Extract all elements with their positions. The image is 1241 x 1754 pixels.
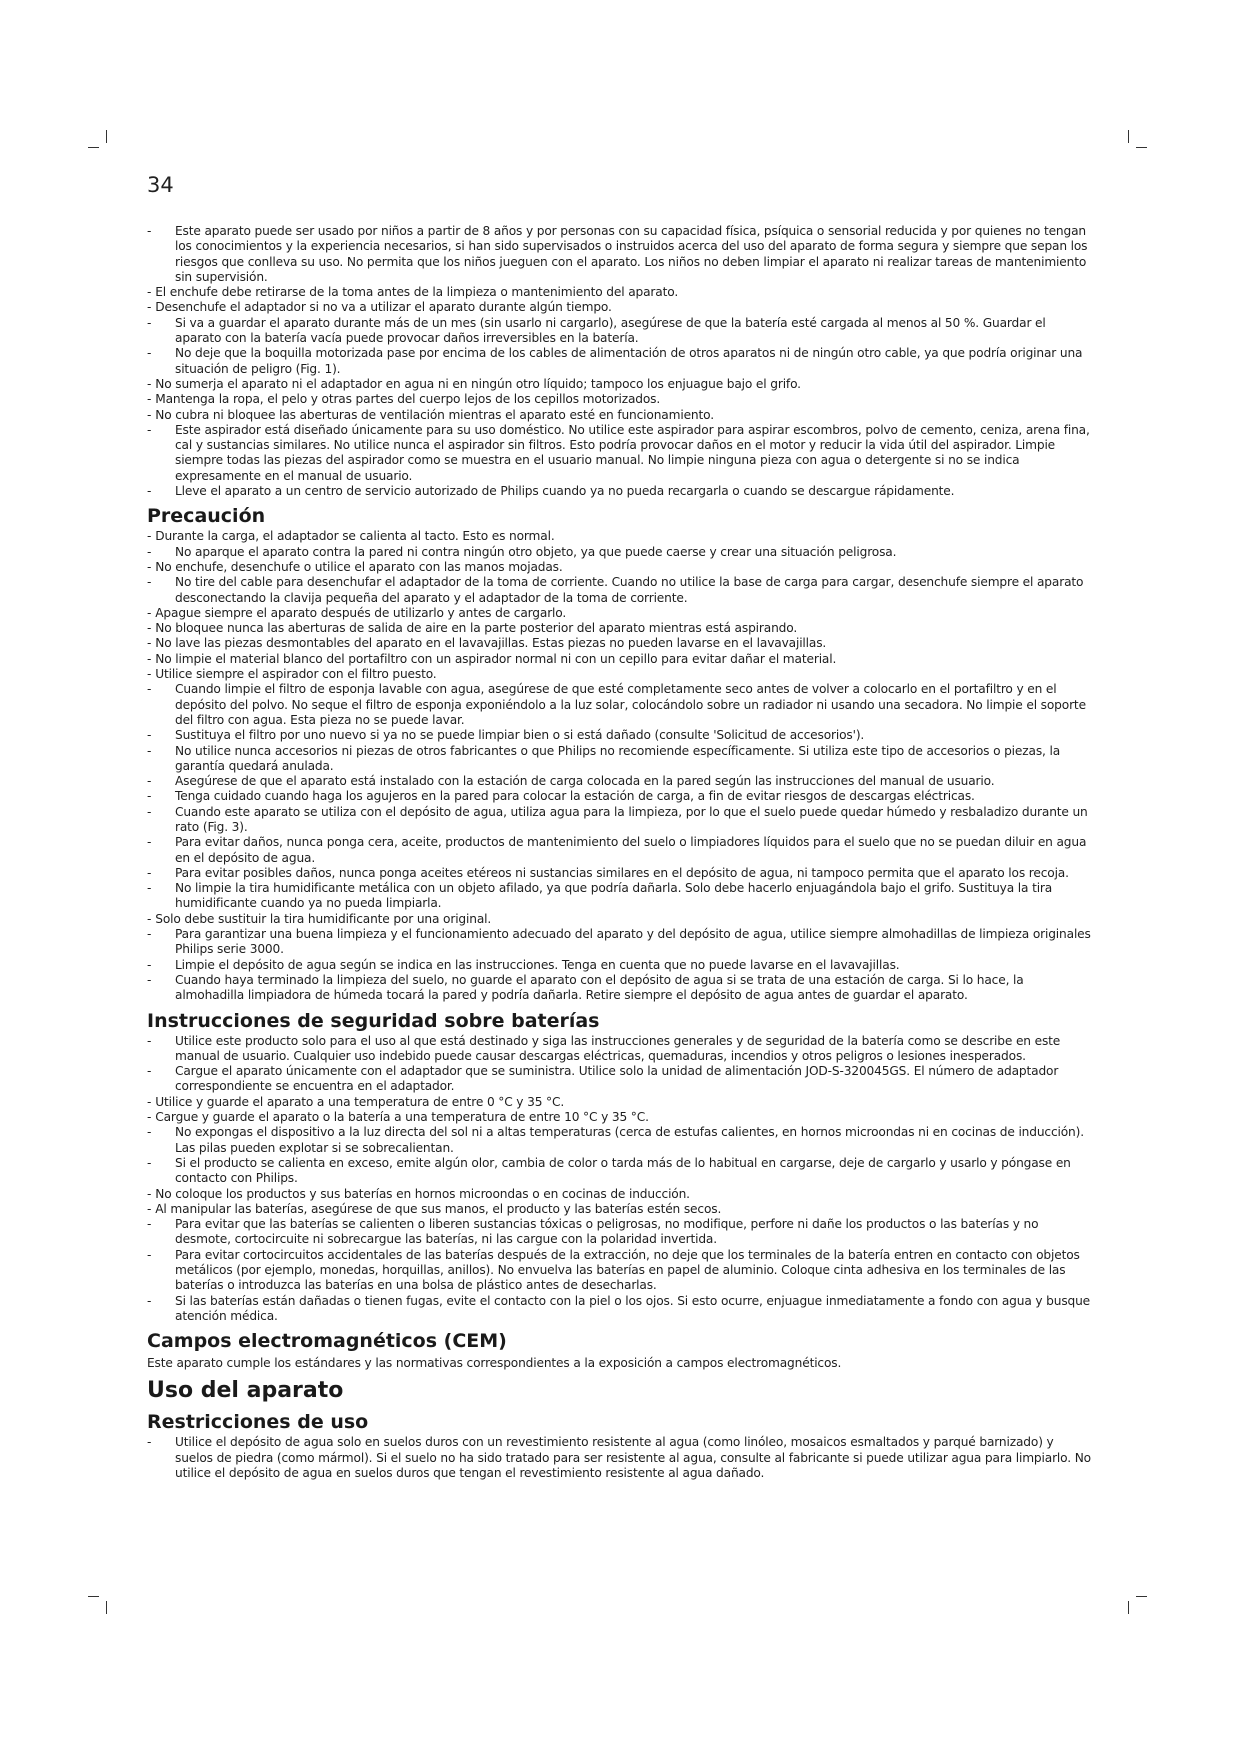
dash-bullet: - (147, 957, 152, 972)
crop-mark-bottom-right-h (1136, 1596, 1147, 1597)
list-item (147, 744, 1092, 775)
list-item (147, 606, 1092, 621)
battery-safety-list (147, 1034, 1092, 1325)
dash-bullet: - (147, 881, 152, 896)
list-item (147, 789, 1092, 804)
list-item-text: Este aspirador está diseñado únicamente para su uso doméstico. No utilice este aspirador para aspirar escombros, polvo de cemento, ceniza, arena fina, cal y sustancias similares. No utilice nunca el aspirador sin filtros. Esto podría provocar daños en el motor y reducir la vida útil del aspirador. Limpie siempre todas las piezas del aspirador como se muestra en el usuario manual. No limpie ninguna pieza con agua o detergente si no se indica expresamente en el manual de usuario. (175, 422, 1090, 483)
list-item (147, 866, 1092, 881)
list-item (147, 1435, 1092, 1481)
list-item-text: Mantenga la ropa, el pelo y otras partes del cuerpo lejos de los cepillos motorizados. (155, 392, 661, 407)
dash-bullet: - (147, 865, 152, 880)
list-item (147, 805, 1092, 836)
dash-bullet: - (147, 300, 152, 315)
dash-bullet: - (147, 728, 152, 743)
list-item (147, 346, 1092, 377)
dash-bullet: - (147, 224, 152, 238)
list-item (147, 224, 1092, 285)
list-item-text: No sumerja el aparato ni el adaptador en agua ni en ningún otro líquido; tampoco los enjuague bajo el grifo. (155, 376, 801, 391)
dash-bullet: - (147, 1293, 152, 1308)
list-item (147, 621, 1092, 636)
crop-mark-bottom-left-h (88, 1596, 99, 1597)
dash-bullet: - (147, 1094, 152, 1109)
dash-bullet: - (147, 972, 152, 987)
list-item (147, 652, 1092, 667)
list-item-text: No limpie la tira humidificante metálica con un objeto afilado, ya que podría dañarla. Solo debe hacerlo enjuagándola bajo el grifo. Sustituya la tira humidificante cuando ya no pueda limpiarla. (175, 881, 1053, 911)
usage-heading: Uso del aparato (147, 1378, 344, 1404)
list-item (147, 300, 1092, 315)
list-item-text: Limpie el depósito de agua según se indica en las instrucciones. Tenga en cuenta que no puede lavarse en el lavavajillas. (175, 957, 900, 972)
list-item (147, 392, 1092, 407)
list-item (147, 881, 1092, 912)
list-item (147, 1294, 1092, 1325)
list-item (147, 973, 1092, 1004)
list-item (147, 927, 1092, 958)
list-item-text: Al manipular las baterías, asegúrese de que sus manos, el producto y las baterías estén secos. (155, 1201, 722, 1216)
list-item-text: No utilice nunca accesorios ni piezas de otros fabricantes o que Philips no recomiende específicamente. Si utiliza este tipo de accesorios o piezas, la garantía quedará anulada. (175, 743, 1061, 773)
list-item-text: Cuando haya terminado la limpieza del suelo, no guarde el aparato con el depósito de agua si se trata de una estación de carga. Si lo hace, la almohadilla limpiadora de húmeda tocará la pared y podría dañarla. Retire siempre el depósito de agua antes de guardar el aparato. (175, 972, 1024, 1003)
list-item-text: Cargue y guarde el aparato o la batería a una temperatura de entre 10 °C y 35 °C. (155, 1110, 649, 1125)
list-item-text: Tenga cuidado cuando haga los agujeros en la pared para colocar la estación de carga, a fin de evitar riesgos de descargas eléctricas. (175, 789, 975, 804)
list-item (147, 484, 1092, 499)
list-item-text: No aparque el aparato contra la pared ni contra ningún otro objeto, ya que puede caerse y crear una situación peligrosa. (175, 544, 897, 559)
list-item-text: El enchufe debe retirarse de la toma antes de la limpieza o mantenimiento del aparato. (155, 285, 679, 300)
list-item (147, 1064, 1092, 1095)
list-item-text: Si las baterías están dañadas o tienen fugas, evite el contacto con la piel o los ojos. Si esto ocurre, enjuague inmediatamente a fondo con agua y busque atención médica. (175, 1293, 1091, 1323)
dash-bullet: - (147, 407, 152, 422)
usage-restrictions-heading: Restricciones de uso (147, 1411, 369, 1434)
dash-bullet: - (147, 1435, 152, 1450)
list-item (147, 575, 1092, 606)
list-item-text: No expongas el dispositivo a la luz directa del sol ni a altas temperaturas (cerca de estufas calientes, en hornos microondas ni en cocinas de inducción). Las pilas pueden explotar si se sobrecalientan. (175, 1125, 1084, 1155)
dash-bullet: - (147, 1155, 152, 1170)
list-item (147, 912, 1092, 927)
precaution-list (147, 529, 1092, 1003)
crop-mark-bottom-right-v (1128, 1601, 1129, 1614)
list-item (147, 1187, 1092, 1202)
list-item (147, 377, 1092, 392)
dash-bullet: - (147, 1247, 152, 1262)
safety-list (147, 224, 1092, 499)
list-item-text: Para evitar que las baterías se calienten o liberen sustancias tóxicas o peligrosas, no modifique, perfore ni dañe los productos o las baterías y no desmote, cortocircuite ni sobrecargue las baterías, ni las cargue con la polaridad invertida. (175, 1217, 1039, 1247)
list-item-text: Solo debe sustituir la tira humidificante por una original. (155, 911, 492, 926)
dash-bullet: - (147, 774, 152, 789)
list-item (147, 667, 1092, 682)
list-item-text: No tire del cable para desenchufar el adaptador de la toma de corriente. Cuando no utilice la base de carga para cargar, desenchufe siempre el aparato desconectando la clavija pequeña del aparato y el adaptador de la toma de corriente. (175, 575, 1084, 605)
dash-bullet: - (147, 1064, 152, 1079)
list-item (147, 545, 1092, 560)
crop-mark-top-right-h (1136, 147, 1147, 148)
list-item (147, 1156, 1092, 1187)
list-item (147, 423, 1092, 484)
dash-bullet: - (147, 1033, 152, 1048)
dash-bullet: - (147, 605, 152, 620)
list-item-text: Asegúrese de que el aparato está instalado con la estación de carga colocada en la pared según las instrucciones del manual de usuario. (175, 774, 995, 789)
dash-bullet: - (147, 484, 152, 499)
dash-bullet: - (147, 651, 152, 666)
crop-mark-top-right-v (1128, 130, 1129, 143)
list-item (147, 316, 1092, 347)
page-content (147, 224, 1092, 1481)
list-item (147, 636, 1092, 651)
battery-safety-heading: Instrucciones de seguridad sobre baterías (147, 1009, 600, 1032)
list-item-text: Sustituya el filtro por uno nuevo si ya no se puede limpiar bien o si está dañado (consulte 'Solicitud de accesorios'). (175, 728, 865, 743)
list-item (147, 774, 1092, 789)
dash-bullet: - (147, 376, 152, 391)
list-item-text: Para evitar posibles daños, nunca ponga aceites etéreos ni sustancias similares en el depósito de agua, ni tampoco permita que el aparato los recoja. (175, 865, 1069, 880)
list-item (147, 285, 1092, 300)
usage-restrictions-list (147, 1435, 1092, 1481)
list-item (147, 728, 1092, 743)
list-item-text: Apague siempre el aparato después de utilizarlo y antes de cargarlo. (155, 605, 567, 620)
list-item-text: Utilice el depósito de agua solo en suelos duros con un revestimiento resistente al agua (como linóleo, mosaicos esmaltados y parqué barnizado) y suelos de piedra (como mármol). Si el suelo no ha sido tratado para ser resistente al agua, consulte al fabricante si puede utilizar agua para limpiarlo. No utilice el depósito de agua en suelos duros que tengan el revestimiento resistente al agua dañado. (175, 1435, 1091, 1481)
list-item-text: Lleve el aparato a un centro de servicio autorizado de Philips cuando ya no pueda recargarla o cuando se descargue rápidamente. (175, 484, 955, 499)
dash-bullet: - (147, 927, 152, 942)
dash-bullet: - (147, 1110, 152, 1125)
dash-bullet: - (147, 667, 152, 682)
list-item (147, 682, 1092, 728)
list-item-text: No limpie el material blanco del portafiltro con un aspirador normal ni con un cepillo para evitar dañar el material. (155, 651, 837, 666)
list-item-text: No cubra ni bloquee las aberturas de ventilación mientras el aparato esté en funcionamiento. (155, 407, 714, 422)
dash-bullet: - (147, 285, 152, 300)
list-item-text: Utilice siempre el aspirador con el filtro puesto. (155, 667, 437, 682)
dash-bullet: - (147, 575, 152, 590)
emf-heading: Campos electromagnéticos (CEM) (147, 1330, 507, 1353)
list-item-text: No coloque los productos y sus baterías en hornos microondas o en cocinas de inducción. (155, 1186, 690, 1201)
list-item (147, 835, 1092, 866)
crop-mark-top-left-v (106, 130, 107, 143)
list-item (147, 1248, 1092, 1294)
dash-bullet: - (147, 544, 152, 559)
list-item-text: Desenchufe el adaptador si no va a utilizar el aparato durante algún tiempo. (155, 300, 612, 315)
dash-bullet: - (147, 804, 152, 819)
list-item-text: Si va a guardar el aparato durante más de un mes (sin usarlo ni cargarlo), asegúrese de que la batería esté cargada al menos al 50 %. Guardar el aparato con la batería vacía puede provocar daños irreversibles en la batería. (175, 315, 1046, 346)
dash-bullet: - (147, 682, 152, 697)
list-item-text: Para evitar daños, nunca ponga cera, aceite, productos de mantenimiento del suelo o limpiadores líquidos para el suelo que no se puedan diluir en agua en el depósito de agua. (175, 835, 1087, 865)
list-item-text: Durante la carga, el adaptador se calienta al tacto. Esto es normal. (155, 529, 555, 544)
dash-bullet: - (147, 1217, 152, 1232)
emf-text: Este aparato cumple los estándares y las normativas correspondientes a la exposición a campos electromagnéticos. (147, 1356, 842, 1371)
crop-mark-top-left-h (88, 147, 99, 148)
dash-bullet: - (147, 743, 152, 758)
dash-bullet: - (147, 835, 152, 850)
list-item-text: No enchufe, desenchufe o utilice el aparato con las manos mojadas. (155, 559, 563, 574)
list-item-text: No deje que la boquilla motorizada pase por encima de los cables de alimentación de otros aparatos ni de ningún otro cable, ya que podría originar una situación de peligro (Fig. 1). (175, 346, 1083, 376)
list-item-text: Si el producto se calienta en exceso, emite algún olor, cambia de color o tarda más de lo habitual en cargarse, deje de cargarlo y usarlo y póngase en contacto con Philips. (175, 1155, 1071, 1186)
page-number: 34 (147, 173, 174, 197)
dash-bullet: - (147, 1186, 152, 1201)
list-item (147, 1217, 1092, 1248)
list-item-text: No lave las piezas desmontables del aparato en el lavavajillas. Estas piezas no pueden lavarse en el lavavajillas. (155, 636, 827, 651)
list-item-text: Cargue el aparato únicamente con el adaptador que se suministra. Utilice solo la unidad de alimentación JOD-S-320045GS. El número de adaptador correspondiente se encuentra en el adaptador. (175, 1064, 1059, 1094)
dash-bullet: - (147, 422, 152, 437)
list-item-text: Para evitar cortocircuitos accidentales de las baterías después de la extracción, no deje que los terminales de la batería entren en contacto con objetos metálicos (por ejemplo, monedas, horquillas, anillos). No envuelva las baterías en papel de aluminio. Coloque cinta adhesiva en los terminales de las baterías o introduzca las baterías en una bolsa de plástico antes de desecharlas. (175, 1247, 1080, 1293)
dash-bullet: - (147, 346, 152, 361)
list-item (147, 958, 1092, 973)
list-item-text: Cuando limpie el filtro de esponja lavable con agua, asegúrese de que esté completamente seco antes de volver a colocarlo en el portafiltro y en el depósito del polvo. No seque el filtro de esponja exponiéndolo a la luz solar, colocándolo sobre un radiador ni usando una secadora. No limpie el soporte del filtro con agua. Esta pieza no se puede lavar. (175, 682, 1086, 727)
dash-bullet: - (147, 1201, 152, 1216)
dash-bullet: - (147, 315, 152, 330)
dash-bullet: - (147, 529, 152, 544)
dash-bullet: - (147, 392, 152, 407)
list-item (147, 1125, 1092, 1156)
dash-bullet: - (147, 559, 152, 574)
list-item (147, 408, 1092, 423)
list-item-text: Este aparato puede ser usado por niños a partir de 8 años y por personas con su capacidad física, psíquica o sensorial reducida y por quienes no tengan los conocimientos y la experiencia necesarios, si han sido supervisados o instruidos acerca del uso del aparato de forma segura y siempre que sepan los riesgos que conlleva su uso. No permita que los niños jueguen con el aparato. Los niños no deben limpiar el aparato ni realizar tareas de mantenimiento sin supervisión. (175, 224, 1088, 284)
list-item (147, 529, 1092, 544)
list-item-text: Cuando este aparato se utiliza con el depósito de agua, utiliza agua para la limpieza, por lo que el suelo puede quedar húmedo y resbaladizo durante un rato (Fig. 3). (175, 804, 1088, 834)
dash-bullet: - (147, 621, 152, 636)
list-item-text: Utilice este producto solo para el uso al que está destinado y siga las instrucciones generales y de seguridad de la batería como se describe en este manual de usuario. Cualquier uso indebido puede causar descargas eléctricas, quemaduras, incendios y otros peligros o lesiones inesperados. (175, 1033, 1061, 1063)
list-item (147, 1110, 1092, 1125)
dash-bullet: - (147, 1125, 152, 1140)
list-item (147, 560, 1092, 575)
dash-bullet: - (147, 636, 152, 651)
dash-bullet: - (147, 789, 152, 804)
precaution-heading: Precaución (147, 505, 266, 528)
dash-bullet: - (147, 911, 152, 926)
list-item (147, 1095, 1092, 1110)
list-item (147, 1034, 1092, 1065)
list-item-text: Utilice y guarde el aparato a una temperatura de entre 0 °C y 35 °C. (155, 1094, 565, 1109)
list-item-text: No bloquee nunca las aberturas de salida de aire en la parte posterior del aparato mientras está aspirando. (155, 621, 798, 636)
list-item (147, 1202, 1092, 1217)
crop-mark-bottom-left-v (106, 1601, 107, 1614)
list-item-text: Para garantizar una buena limpieza y el funcionamiento adecuado del aparato y del depósito de agua, utilice siempre almohadillas de limpieza originales Philips serie 3000. (175, 927, 1091, 957)
